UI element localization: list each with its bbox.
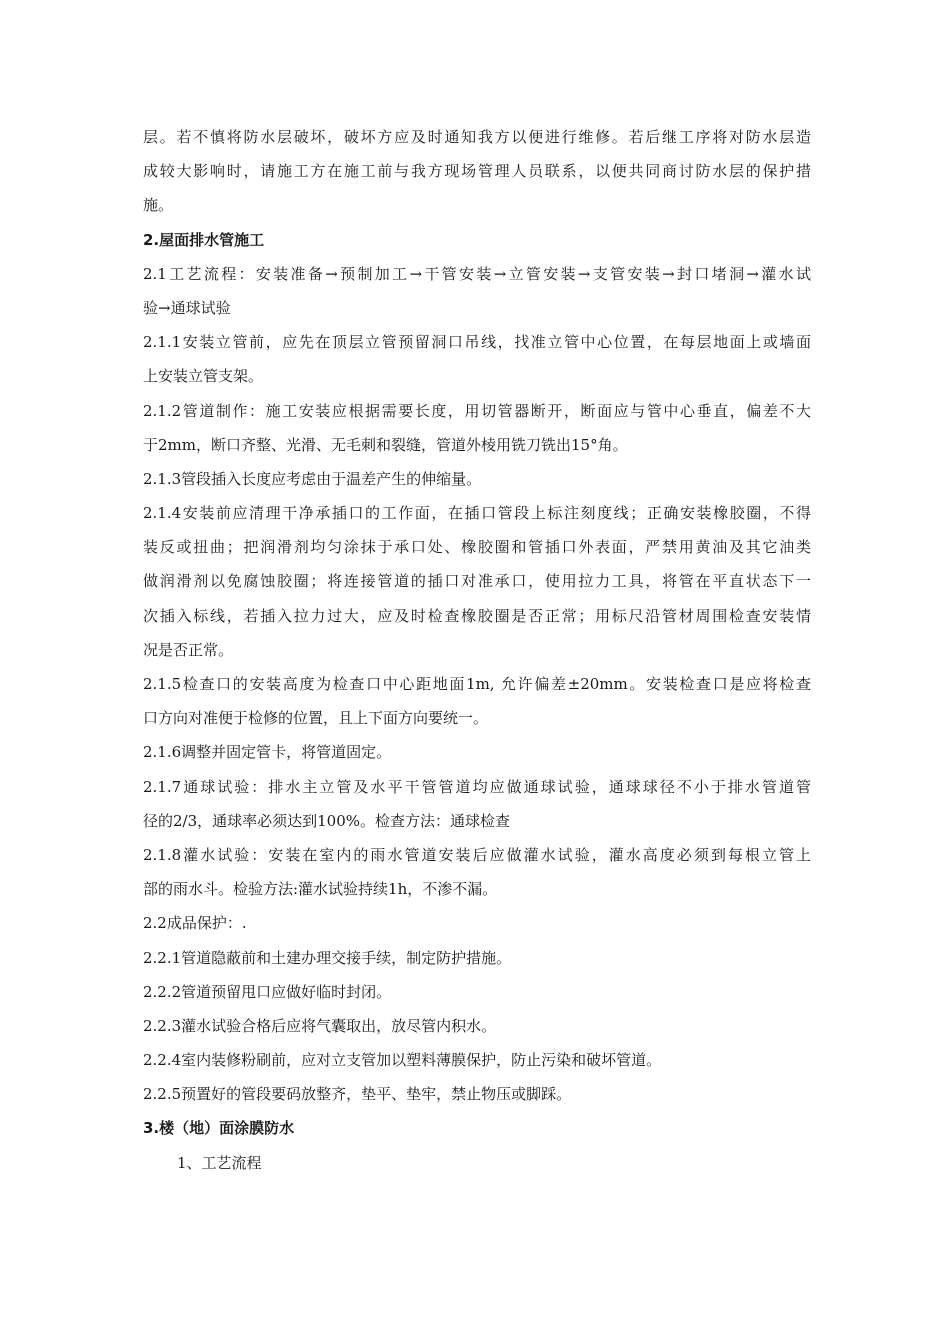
text-line: 径的2/3，通球率必须达到100%。检查方法：通球检查 — [143, 811, 511, 830]
text-line: 2.1工艺流程：安装准备→预制加工→干管安装→立管安装→支管安装→封口堵洞→灌水试 — [143, 264, 811, 283]
text-line: 2.1.3管段插入长度应考虑由于温差产生的伸缩量。 — [143, 469, 482, 488]
text-line: 2.2成品保护：. — [143, 914, 247, 933]
document-body — [143, 120, 811, 1180]
text-line: 2.2.5预置好的管段要码放整齐，垫平、垫牢，禁止物压或脚踩。 — [143, 1085, 572, 1104]
text-line: 2.2.1管道隐蔽前和土建办理交接手续，制定防护措施。 — [143, 948, 512, 967]
text-line: 上安装立管支架。 — [143, 367, 264, 386]
text-line: 2.1.1安装立管前，应先在顶层立管预留洞口吊线，找准立管中心位置，在每层地面上或墙面 — [143, 333, 811, 352]
sub-heading: 1、工艺流程 — [177, 1153, 262, 1172]
text-line: 况是否正常。 — [143, 640, 234, 659]
text-line: 验→通球试验 — [143, 298, 231, 317]
text-line: 2.2.3灌水试验合格后应将气囊取出，放尽管内积水。 — [143, 1016, 497, 1035]
text-line: 装反或扭曲；把润滑剂均匀涂抹于承口处、橡胶圈和管插口外表面，严禁用黄油及其它油类 — [143, 538, 811, 557]
text-line: 施。 — [143, 196, 174, 215]
text-line: 次插入标线，若插入拉力过大，应及时检查橡胶圈是否正常；用标尺沿管材周围检查安装情 — [143, 606, 811, 625]
section-heading: 3.楼（地）面涂膜防水 — [143, 1119, 295, 1138]
text-line: 2.1.7通球试验：排水主立管及水平干管管道均应做通球试验，通球球径不小于排水管道管 — [143, 777, 811, 796]
section-heading: 2.屋面排水管施工 — [143, 230, 265, 249]
text-line: 层。若不慎将防水层破坏，破坏方应及时通知我方以便进行维修。若后继工序将对防水层造 — [143, 128, 811, 146]
text-line: 2.1.8灌水试验：安装在室内的雨水管道安装后应做灌水试验，灌水高度必须到每根立管上 — [143, 845, 811, 864]
text-line: 于2mm，断口齐整、光滑、无毛刺和裂缝，管道外棱用铣刀铣出15°角。 — [143, 435, 628, 454]
text-line: 2.2.2管道预留甩口应做好临时封闭。 — [143, 982, 392, 1001]
text-line: 口方向对准便于检修的位置，且上下面方向要统一。 — [143, 709, 489, 728]
text-line: 部的雨水斗。检验方法:灌水试验持续1h，不渗不漏。 — [143, 880, 498, 899]
text-line: 2.2.4室内装修粉刷前，应对立支管加以塑料薄膜保护，防止污染和破坏管道。 — [143, 1051, 662, 1070]
text-line: 成较大影响时，请施工方在施工前与我方现场管理人员联系，以便共同商讨防水层的保护措 — [143, 162, 811, 181]
text-line: 2.1.5检查口的安装高度为检查口中心距地面1m, 允许偏差±20mm。安装检查口是应将检查 — [143, 675, 811, 693]
text-line: 2.1.6调整并固定管卡，将管道固定。 — [143, 743, 392, 762]
text-line: 做润滑剂以免腐蚀胶圈；将连接管道的插口对准承口，使用拉力工具，将管在平直状态下一 — [143, 572, 811, 591]
text-line: 2.1.4安装前应清理干净承插口的工作面，在插口管段上标注刻度线；正确安装橡胶圈，不得 — [143, 504, 811, 523]
text-line: 2.1.2管道制作：施工安装应根据需要长度，用切管器断开，断面应与管中心垂直，偏差不大 — [143, 401, 811, 420]
